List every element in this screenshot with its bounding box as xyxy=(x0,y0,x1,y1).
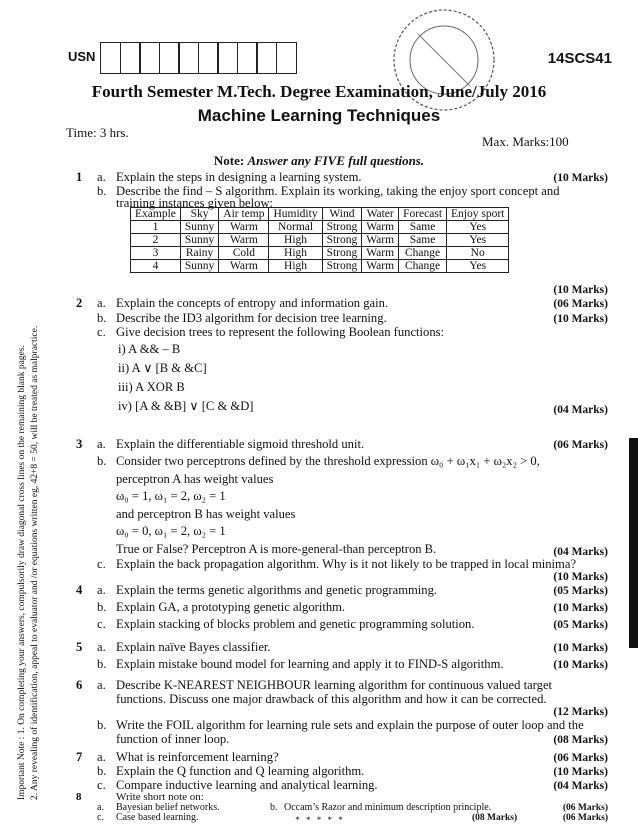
exam-title: Fourth Semester M.Tech. Degree Examination, June/July 2016 xyxy=(91,82,547,101)
subject-title: Machine Learning Techniques xyxy=(197,106,441,125)
part-label: b. xyxy=(97,454,107,468)
column-header: Air temp xyxy=(219,208,269,221)
boolean-function: i) A && – B xyxy=(118,342,181,356)
usn-box[interactable] xyxy=(159,42,180,74)
marks-label: (10 Marks) xyxy=(553,642,608,654)
column-header: Forecast xyxy=(399,208,447,221)
question-text: Case based learning. xyxy=(116,812,199,823)
marks-label: (10 Marks) xyxy=(553,172,608,184)
column-header: Humidity xyxy=(269,208,322,221)
table-row xyxy=(131,260,509,273)
usn-box[interactable] xyxy=(217,42,238,74)
table-cell: Warm xyxy=(219,234,269,247)
part-label: b. xyxy=(270,802,278,813)
part-label: b. xyxy=(97,657,107,671)
question-text: True or False? Perceptron A is more-general-than perceptron B. xyxy=(116,542,437,556)
part-label: a. xyxy=(97,583,106,597)
marks-label: (10 Marks) xyxy=(553,284,608,296)
table-row xyxy=(131,221,509,234)
part-label: b. xyxy=(97,764,107,778)
marks-label: (06 Marks) xyxy=(553,439,608,451)
table-cell: High xyxy=(269,247,322,260)
side-note-line1: Important Note : 1. On completing your answers, compulsorily draw diagonal cross lines on the remaining blank pages. xyxy=(17,345,27,800)
usn-box[interactable] xyxy=(178,42,199,74)
table-cell: Warm xyxy=(362,260,399,273)
question-number: 2 xyxy=(76,296,83,310)
part-label: a. xyxy=(97,750,106,764)
part-label: c. xyxy=(97,617,106,631)
question-text: Describe the ID3 algorithm for decision tree learning. xyxy=(116,311,387,325)
question-text: Explain the concepts of entropy and information gain. xyxy=(116,296,389,310)
usn-boxes xyxy=(100,42,295,74)
question-number: 6 xyxy=(76,678,83,692)
table-cell: Warm xyxy=(219,260,269,273)
marks-label: (04 Marks) xyxy=(553,546,608,558)
table-cell: Yes xyxy=(447,234,509,247)
max-marks: Max. Marks:100 xyxy=(482,134,569,149)
table-row xyxy=(131,234,509,247)
column-header: Wind xyxy=(322,208,362,221)
question-text: functions. Discuss one major drawback of this algorithm and how it can be corrected. xyxy=(116,692,547,706)
table-cell: High xyxy=(269,234,322,247)
table-cell: 2 xyxy=(131,234,181,247)
boolean-function: ii) A ∨ [B & &C] xyxy=(118,361,207,375)
marks-label: (05 Marks) xyxy=(553,619,608,631)
note-text: Answer any FIVE full questions. xyxy=(247,153,425,168)
table-cell: Change xyxy=(399,247,447,260)
part-label: c. xyxy=(97,325,106,339)
question-text: Explain naïve Bayes classifier. xyxy=(116,640,271,654)
question-text: Write the FOIL algorithm for learning rule sets and explain the purpose of outer loop and the xyxy=(116,718,584,732)
table-cell: Warm xyxy=(219,221,269,234)
marks-label: (06 Marks) xyxy=(553,298,608,310)
marks-label: (06 Marks) xyxy=(553,752,608,764)
instructions-note xyxy=(0,153,638,169)
question-number: 3 xyxy=(76,437,83,451)
exam-duration: Time: 3 hrs. xyxy=(66,125,129,140)
table-cell: High xyxy=(269,260,322,273)
part-label: a. xyxy=(97,640,106,654)
question-text: perceptron A has weight values xyxy=(116,472,274,486)
table-cell: No xyxy=(447,247,509,260)
table-cell: Normal xyxy=(269,221,322,234)
question-text: Explain stacking of blocks problem and genetic programming solution. xyxy=(116,617,475,631)
question-text: What is reinforcement learning? xyxy=(116,750,279,764)
usn-box[interactable] xyxy=(120,42,141,74)
question-text: Explain the Q function and Q learning algorithm. xyxy=(116,764,365,778)
question-text: Compare inductive learning and analytical learning. xyxy=(116,778,378,792)
question-text: Explain the terms genetic algorithms and genetic programming. xyxy=(116,583,438,597)
part-label: b. xyxy=(97,718,107,732)
marks-label: (10 Marks) xyxy=(553,602,608,614)
question-text: Explain mistake bound model for learning and apply it to FIND-S algorithm. xyxy=(116,657,504,671)
marks-label: (05 Marks) xyxy=(553,585,608,597)
weight-values: ω₀ = 0, ω₁ = 2, ω₂ = 1 xyxy=(116,524,226,538)
table-cell: 3 xyxy=(131,247,181,260)
question-text: Explain the steps in designing a learning system. xyxy=(116,170,362,184)
table-cell: Same xyxy=(399,221,447,234)
usn-box[interactable] xyxy=(256,42,277,74)
question-text: Consider two perceptrons defined by the threshold expression ω₀ + ω₁x₁ + ω₂x₂ > 0, xyxy=(116,454,540,468)
table-cell: Strong xyxy=(322,260,362,273)
side-note-line2: 2. Any revealing of identification, appeal to evaluator and /or equations written eg, 42+8 = 50, will be treated as malpractice. xyxy=(30,325,40,800)
marks-label: (10 Marks) xyxy=(553,766,608,778)
course-code: 14SCS41 xyxy=(547,50,612,67)
training-instances-table xyxy=(130,207,509,273)
question-text: Bayesian belief networks. xyxy=(116,802,220,813)
marks-label: (06 Marks) xyxy=(562,813,608,823)
part-label: a. xyxy=(97,802,104,813)
table-cell: Warm xyxy=(362,221,399,234)
table-cell: Sunny xyxy=(180,260,218,273)
part-label: a. xyxy=(97,437,106,451)
question-text: Write short note on: xyxy=(116,791,204,803)
table-cell: Sunny xyxy=(180,234,218,247)
part-label: c. xyxy=(97,557,106,571)
question-text: training instances given below: xyxy=(116,196,274,210)
table-cell: Sunny xyxy=(180,221,218,234)
question-text: Explain the differentiable sigmoid threshold unit. xyxy=(116,437,365,451)
usn-box[interactable] xyxy=(198,42,219,74)
table-cell: Strong xyxy=(322,247,362,260)
question-number: 7 xyxy=(76,750,83,764)
table-cell: Rainy xyxy=(180,247,218,260)
table-cell: Yes xyxy=(447,221,509,234)
part-label: b. xyxy=(97,184,107,198)
part-label: a. xyxy=(97,296,106,310)
table-cell: Cold xyxy=(219,247,269,260)
question-text: Occam’s Razor and minimum description principle. xyxy=(284,802,492,813)
column-header: Sky xyxy=(180,208,218,221)
table-cell: 4 xyxy=(131,260,181,273)
usn-box[interactable] xyxy=(139,42,160,74)
question-number: 5 xyxy=(76,640,83,654)
note-prefix: Note: xyxy=(213,153,248,168)
question-text: Explain the back propagation algorithm. Why is it not likely to be trapped in local minima? xyxy=(116,557,577,571)
table-cell: 1 xyxy=(131,221,181,234)
question-text: Describe K-NEAREST NEIGHBOUR learning algorithm for continuous valued target xyxy=(116,678,553,692)
question-number: 4 xyxy=(76,583,83,597)
table-cell: Strong xyxy=(322,221,362,234)
table-header-row xyxy=(131,208,509,221)
question-text: Explain GA, a prototyping genetic algorithm. xyxy=(116,600,346,614)
part-label: c. xyxy=(97,812,104,823)
usn-box[interactable] xyxy=(276,42,297,74)
table-cell: Warm xyxy=(362,234,399,247)
column-header: Water xyxy=(362,208,399,221)
usn-label: USN xyxy=(68,49,96,64)
column-header: Example xyxy=(131,208,181,221)
table-cell: Warm xyxy=(362,247,399,260)
table-cell: Same xyxy=(399,234,447,247)
question-number: 8 xyxy=(76,791,82,803)
marks-label: (10 Marks) xyxy=(553,571,608,583)
marks-label: (04 Marks) xyxy=(553,404,608,416)
marks-label: (06 Marks) xyxy=(562,803,608,813)
table-cell: Strong xyxy=(322,234,362,247)
table-cell: Change xyxy=(399,260,447,273)
part-label: a. xyxy=(97,678,106,692)
marks-label: (10 Marks) xyxy=(553,313,608,325)
column-header: Enjoy sport xyxy=(447,208,509,221)
end-of-paper-stars: * * * * * xyxy=(295,815,345,825)
scan-edge-bar xyxy=(629,438,638,648)
question-text: function of inner loop. xyxy=(116,732,230,746)
table-cell: Yes xyxy=(447,260,509,273)
weight-values: ω₀ = 1, ω₁ = 2, ω₂ = 1 xyxy=(116,489,226,503)
question-text: and perceptron B has weight values xyxy=(116,507,296,521)
usn-box[interactable] xyxy=(100,42,121,74)
part-label: c. xyxy=(97,778,106,792)
marks-label: (12 Marks) xyxy=(553,706,608,718)
boolean-function: iii) A XOR B xyxy=(118,380,185,394)
table-row xyxy=(131,247,509,260)
usn-box[interactable] xyxy=(237,42,258,74)
marks-label: (08 Marks) xyxy=(553,734,608,746)
question-number: 1 xyxy=(76,170,83,184)
boolean-function: iv) [A & &B] ∨ [C & &D] xyxy=(118,399,254,413)
part-label: b. xyxy=(97,600,107,614)
part-label: b. xyxy=(97,311,107,325)
question-text: Describe the find – S algorithm. Explain its working, taking the enjoy sport concept and xyxy=(116,184,560,198)
marks-label: (08 Marks) xyxy=(472,813,518,823)
marks-label: (04 Marks) xyxy=(553,780,608,792)
part-label: a. xyxy=(97,170,106,184)
question-text: Give decision trees to represent the following Boolean functions: xyxy=(116,325,445,339)
side-important-note xyxy=(4,280,44,820)
marks-label: (10 Marks) xyxy=(553,659,608,671)
